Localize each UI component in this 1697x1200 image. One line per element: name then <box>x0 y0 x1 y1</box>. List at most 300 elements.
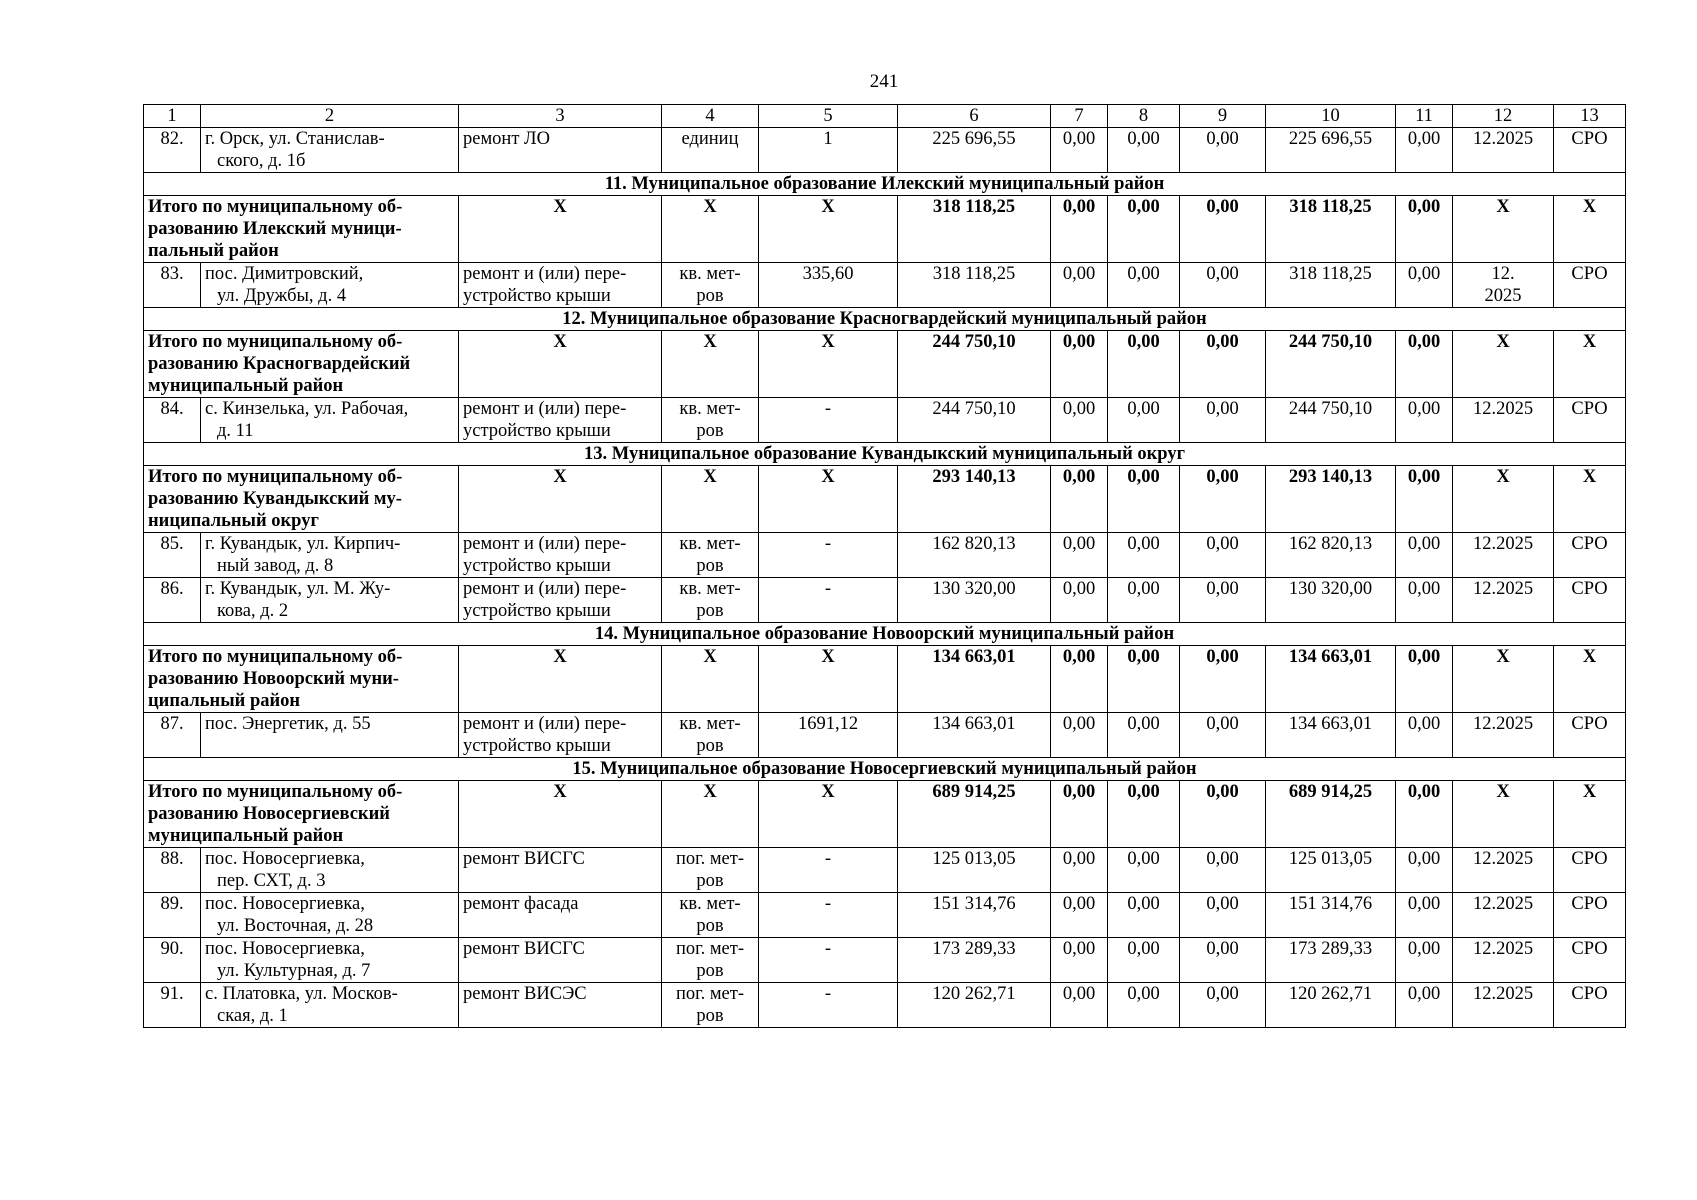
row-number: 85. <box>144 533 201 578</box>
deadline-cell <box>1453 848 1554 893</box>
quantity-cell: - <box>759 848 898 893</box>
unit-cell <box>662 848 759 893</box>
work-type-cell-line: ремонт ВИСГС <box>463 849 585 869</box>
work-type-cell <box>459 713 662 758</box>
fund-cell: 130 320,00 <box>1266 578 1396 623</box>
fund-cell: 0,00 <box>1051 713 1108 758</box>
fund-cell: 0,00 <box>1051 533 1108 578</box>
quantity-cell: Х <box>759 466 898 533</box>
subtotal-label <box>144 196 459 263</box>
address-cell <box>201 983 459 1028</box>
fund-cell: 0,00 <box>1180 578 1266 623</box>
unit-cell-line: ров <box>696 916 724 936</box>
fund-cell: 0,00 <box>1051 128 1108 173</box>
fund-cell: 0,00 <box>1396 398 1453 443</box>
fund-cell: 151 314,76 <box>1266 893 1396 938</box>
fund-cell: 0,00 <box>1108 893 1180 938</box>
fund-cell: 0,00 <box>1180 196 1266 263</box>
subtotal-label <box>144 466 459 533</box>
executor-cell: СРО <box>1554 263 1626 308</box>
deadline-cell-line: 12.2025 <box>1472 984 1534 1004</box>
fund-cell: 0,00 <box>1108 938 1180 983</box>
column-number: 11 <box>1396 105 1453 128</box>
table-row <box>144 983 1626 1028</box>
total-cost-cell: 689 914,25 <box>898 781 1051 848</box>
work-type-cell-line: устройство крыши <box>463 286 611 306</box>
deadline-cell-line: 12.2025 <box>1472 714 1534 734</box>
deadline-cell: Х <box>1453 781 1554 848</box>
subtotal-row <box>144 466 1626 533</box>
column-number: 8 <box>1108 105 1180 128</box>
fund-cell: 0,00 <box>1396 713 1453 758</box>
fund-cell: 689 914,25 <box>1266 781 1396 848</box>
address-cell-line: пос. Димитровский, <box>205 264 364 284</box>
deadline-cell <box>1453 398 1554 443</box>
row-number: 83. <box>144 263 201 308</box>
fund-cell: 0,00 <box>1180 398 1266 443</box>
executor-cell: СРО <box>1554 938 1626 983</box>
quantity-cell: Х <box>759 646 898 713</box>
table-row <box>144 263 1626 308</box>
unit-cell-line: кв. мет- <box>679 894 741 914</box>
work-type-cell-line: ремонт ВИСГС <box>463 939 585 959</box>
subtotal-row <box>144 646 1626 713</box>
address-cell-line: кова, д. 2 <box>217 601 289 621</box>
fund-cell: 0,00 <box>1108 848 1180 893</box>
quantity-cell: Х <box>759 781 898 848</box>
deadline-cell <box>1453 128 1554 173</box>
fund-cell: 0,00 <box>1396 983 1453 1028</box>
column-number: 6 <box>898 105 1051 128</box>
executor-cell: СРО <box>1554 848 1626 893</box>
fund-cell: 0,00 <box>1396 196 1453 263</box>
unit-cell-line: ров <box>696 736 724 756</box>
deadline-cell: Х <box>1453 196 1554 263</box>
fund-cell: 173 289,33 <box>1266 938 1396 983</box>
address-cell-line: с. Кинзелька, ул. Рабочая, <box>205 399 409 419</box>
address-cell <box>201 533 459 578</box>
fund-cell: 125 013,05 <box>1266 848 1396 893</box>
fund-cell: 244 750,10 <box>1266 398 1396 443</box>
fund-cell: 0,00 <box>1396 263 1453 308</box>
work-type-cell-line: устройство крыши <box>463 421 611 441</box>
work-type-cell <box>459 533 662 578</box>
deadline-cell <box>1453 578 1554 623</box>
work-type-cell-line: ремонт и (или) пере- <box>463 579 627 599</box>
address-cell <box>201 263 459 308</box>
executor-cell: Х <box>1554 331 1626 398</box>
row-number: 84. <box>144 398 201 443</box>
table-row <box>144 578 1626 623</box>
fund-cell: 0,00 <box>1180 128 1266 173</box>
unit-cell <box>662 578 759 623</box>
program-table <box>143 104 1626 1028</box>
executor-cell: СРО <box>1554 983 1626 1028</box>
fund-cell: 225 696,55 <box>1266 128 1396 173</box>
deadline-cell-line: 12.2025 <box>1472 129 1534 149</box>
work-type-cell <box>459 578 662 623</box>
table-row <box>144 533 1626 578</box>
fund-cell: 0,00 <box>1051 646 1108 713</box>
address-cell <box>201 848 459 893</box>
subtotal-label-line: Итого по муниципальному об- <box>148 467 403 487</box>
fund-cell: 134 663,01 <box>1266 646 1396 713</box>
address-cell-line: пос. Новосергиевка, <box>205 849 365 869</box>
quantity-cell: Х <box>759 331 898 398</box>
section-title: 13. Муниципальное образование Кувандыкский муниципальный округ <box>144 443 1626 466</box>
subtotal-label <box>144 646 459 713</box>
fund-cell: 0,00 <box>1051 331 1108 398</box>
quantity-cell: - <box>759 983 898 1028</box>
unit-cell: Х <box>662 781 759 848</box>
quantity-cell: - <box>759 533 898 578</box>
fund-cell: 0,00 <box>1051 893 1108 938</box>
column-number: 10 <box>1266 105 1396 128</box>
table-body <box>144 105 1626 1028</box>
unit-cell-line: ров <box>696 421 724 441</box>
fund-cell: 0,00 <box>1108 646 1180 713</box>
fund-cell: 0,00 <box>1051 263 1108 308</box>
unit-cell-line: кв. мет- <box>679 579 741 599</box>
deadline-cell-line: 12. <box>1491 264 1515 284</box>
fund-cell: 0,00 <box>1180 331 1266 398</box>
fund-cell: 0,00 <box>1108 578 1180 623</box>
fund-cell: 0,00 <box>1396 893 1453 938</box>
quantity-cell: - <box>759 578 898 623</box>
address-cell-line: г. Орск, ул. Станислав- <box>205 129 385 149</box>
address-cell <box>201 713 459 758</box>
section-header-row <box>144 623 1626 646</box>
work-type-cell-line: ремонт и (или) пере- <box>463 534 627 554</box>
work-type-cell <box>459 263 662 308</box>
work-type-cell-line: устройство крыши <box>463 601 611 621</box>
unit-cell-line: пог. мет- <box>675 939 745 959</box>
work-type-cell: Х <box>459 466 662 533</box>
address-cell-line: ул. Культурная, д. 7 <box>217 961 371 981</box>
fund-cell: 0,00 <box>1180 646 1266 713</box>
fund-cell: 0,00 <box>1051 398 1108 443</box>
work-type-cell <box>459 938 662 983</box>
unit-cell: Х <box>662 331 759 398</box>
address-cell-line: ская, д. 1 <box>217 1006 288 1026</box>
subtotal-label-line: Итого по муниципальному об- <box>148 647 403 667</box>
deadline-cell <box>1453 533 1554 578</box>
row-number: 82. <box>144 128 201 173</box>
column-number: 1 <box>144 105 201 128</box>
unit-cell: Х <box>662 196 759 263</box>
deadline-cell: Х <box>1453 466 1554 533</box>
total-cost-cell: 134 663,01 <box>898 713 1051 758</box>
fund-cell: 0,00 <box>1108 196 1180 263</box>
deadline-cell <box>1453 713 1554 758</box>
executor-cell: Х <box>1554 646 1626 713</box>
address-cell-line: пос. Новосергиевка, <box>205 939 365 959</box>
column-number: 7 <box>1051 105 1108 128</box>
address-cell <box>201 578 459 623</box>
unit-cell <box>662 398 759 443</box>
address-cell-line: ул. Дружбы, д. 4 <box>217 286 347 306</box>
subtotal-label-line: Итого по муниципальному об- <box>148 332 403 352</box>
executor-cell: СРО <box>1554 713 1626 758</box>
row-number: 91. <box>144 983 201 1028</box>
deadline-cell-line: 2025 <box>1484 286 1522 306</box>
subtotal-label-line: разованию Новоорский муни- <box>148 669 399 689</box>
work-type-cell-line: ремонт и (или) пере- <box>463 399 627 419</box>
unit-cell-line: ров <box>696 1006 724 1026</box>
work-type-cell: Х <box>459 646 662 713</box>
unit-cell-line: кв. мет- <box>679 714 741 734</box>
section-title: 11. Муниципальное образование Илекский муниципальный район <box>144 173 1626 196</box>
deadline-cell-line: 12.2025 <box>1472 939 1534 959</box>
column-number: 5 <box>759 105 898 128</box>
address-cell <box>201 398 459 443</box>
row-number: 87. <box>144 713 201 758</box>
executor-cell: СРО <box>1554 578 1626 623</box>
work-type-cell <box>459 128 662 173</box>
address-cell-line: г. Кувандык, ул. М. Жу- <box>205 579 391 599</box>
unit-cell <box>662 893 759 938</box>
unit-cell-line: пог. мет- <box>675 984 745 1004</box>
deadline-cell-line: 12.2025 <box>1472 894 1534 914</box>
section-header-row <box>144 173 1626 196</box>
subtotal-row <box>144 781 1626 848</box>
subtotal-label-line: муниципальный район <box>148 826 344 846</box>
work-type-cell: Х <box>459 331 662 398</box>
unit-cell <box>662 938 759 983</box>
unit-cell <box>662 533 759 578</box>
total-cost-cell: 244 750,10 <box>898 331 1051 398</box>
fund-cell: 0,00 <box>1051 781 1108 848</box>
deadline-cell-line: 12.2025 <box>1472 849 1534 869</box>
address-cell <box>201 128 459 173</box>
section-header-row <box>144 443 1626 466</box>
address-cell-line: пер. СХТ, д. 3 <box>217 871 326 891</box>
fund-cell: 0,00 <box>1108 128 1180 173</box>
unit-cell-line: ров <box>696 601 724 621</box>
address-cell-line: ского, д. 1б <box>217 151 306 171</box>
total-cost-cell: 244 750,10 <box>898 398 1051 443</box>
column-number: 4 <box>662 105 759 128</box>
subtotal-label-line: разованию Илекский муници- <box>148 219 402 239</box>
deadline-cell <box>1453 983 1554 1028</box>
total-cost-cell: 318 118,25 <box>898 196 1051 263</box>
work-type-cell <box>459 893 662 938</box>
section-title: 14. Муниципальное образование Новоорский муниципальный район <box>144 623 1626 646</box>
fund-cell: 0,00 <box>1051 938 1108 983</box>
fund-cell: 134 663,01 <box>1266 713 1396 758</box>
address-cell <box>201 938 459 983</box>
fund-cell: 0,00 <box>1396 466 1453 533</box>
work-type-cell-line: ремонт фасада <box>463 894 579 914</box>
fund-cell: 244 750,10 <box>1266 331 1396 398</box>
quantity-cell: 1 <box>759 128 898 173</box>
subtotal-label-line: разованию Кувандыкский му- <box>148 489 402 509</box>
subtotal-label-line: муниципальный район <box>148 376 344 396</box>
fund-cell: 0,00 <box>1108 398 1180 443</box>
address-cell-line: ул. Восточная, д. 28 <box>217 916 374 936</box>
deadline-cell <box>1453 938 1554 983</box>
fund-cell: 0,00 <box>1396 848 1453 893</box>
address-cell <box>201 893 459 938</box>
section-title: 12. Муниципальное образование Красногвардейский муниципальный район <box>144 308 1626 331</box>
work-type-cell <box>459 398 662 443</box>
fund-cell: 0,00 <box>1108 533 1180 578</box>
fund-cell: 0,00 <box>1396 533 1453 578</box>
fund-cell: 0,00 <box>1108 466 1180 533</box>
unit-cell-line: ров <box>696 556 724 576</box>
deadline-cell <box>1453 263 1554 308</box>
address-cell-line: г. Кувандык, ул. Кирпич- <box>205 534 401 554</box>
deadline-cell: Х <box>1453 331 1554 398</box>
fund-cell: 0,00 <box>1396 938 1453 983</box>
unit-cell <box>662 983 759 1028</box>
unit-cell-line: кв. мет- <box>679 534 741 554</box>
fund-cell: 0,00 <box>1108 713 1180 758</box>
table-row <box>144 128 1626 173</box>
fund-cell: 0,00 <box>1396 781 1453 848</box>
address-cell-line: пос. Новосергиевка, <box>205 894 365 914</box>
total-cost-cell: 173 289,33 <box>898 938 1051 983</box>
fund-cell: 0,00 <box>1108 331 1180 398</box>
fund-cell: 162 820,13 <box>1266 533 1396 578</box>
subtotal-label-line: Итого по муниципальному об- <box>148 197 403 217</box>
section-header-row <box>144 308 1626 331</box>
deadline-cell-line: 12.2025 <box>1472 399 1534 419</box>
subtotal-row <box>144 331 1626 398</box>
subtotal-label <box>144 781 459 848</box>
unit-cell-line: ров <box>696 871 724 891</box>
address-cell-line: пос. Энергетик, д. 55 <box>205 714 371 734</box>
fund-cell: 0,00 <box>1051 848 1108 893</box>
fund-cell: 0,00 <box>1051 466 1108 533</box>
unit-cell <box>662 128 759 173</box>
row-number: 88. <box>144 848 201 893</box>
unit-cell <box>662 263 759 308</box>
unit-cell-line: единиц <box>681 129 739 149</box>
fund-cell: 0,00 <box>1396 128 1453 173</box>
subtotal-row <box>144 196 1626 263</box>
total-cost-cell: 151 314,76 <box>898 893 1051 938</box>
unit-cell: Х <box>662 646 759 713</box>
work-type-cell-line: устройство крыши <box>463 736 611 756</box>
table-row <box>144 398 1626 443</box>
deadline-cell-line: 12.2025 <box>1472 579 1534 599</box>
deadline-cell-line: 12.2025 <box>1472 534 1534 554</box>
work-type-cell-line: ремонт ЛО <box>463 129 550 149</box>
fund-cell: 293 140,13 <box>1266 466 1396 533</box>
page-number: 241 <box>869 71 899 92</box>
subtotal-label-line: разованию Красногвардейский <box>148 354 411 374</box>
fund-cell: 0,00 <box>1180 848 1266 893</box>
fund-cell: 0,00 <box>1396 578 1453 623</box>
executor-cell: СРО <box>1554 893 1626 938</box>
total-cost-cell: 162 820,13 <box>898 533 1051 578</box>
fund-cell: 0,00 <box>1051 196 1108 263</box>
table-row <box>144 713 1626 758</box>
unit-cell <box>662 713 759 758</box>
fund-cell: 0,00 <box>1180 938 1266 983</box>
fund-cell: 0,00 <box>1180 713 1266 758</box>
unit-cell-line: ров <box>696 961 724 981</box>
fund-cell: 0,00 <box>1180 466 1266 533</box>
column-number: 12 <box>1453 105 1554 128</box>
work-type-cell-line: устройство крыши <box>463 556 611 576</box>
executor-cell: СРО <box>1554 533 1626 578</box>
executor-cell: СРО <box>1554 128 1626 173</box>
quantity-cell: Х <box>759 196 898 263</box>
table-row <box>144 938 1626 983</box>
work-type-cell-line: ремонт ВИСЭС <box>463 984 587 1004</box>
unit-cell-line: кв. мет- <box>679 399 741 419</box>
column-number-row <box>144 105 1626 128</box>
column-number: 9 <box>1180 105 1266 128</box>
quantity-cell: 335,60 <box>759 263 898 308</box>
table-row <box>144 893 1626 938</box>
subtotal-label-line: разованию Новосергиевский <box>148 804 390 824</box>
column-number: 2 <box>201 105 459 128</box>
work-type-cell-line: ремонт и (или) пере- <box>463 264 627 284</box>
subtotal-label-line: ниципальный округ <box>148 511 319 531</box>
deadline-cell <box>1453 893 1554 938</box>
total-cost-cell: 130 320,00 <box>898 578 1051 623</box>
quantity-cell: - <box>759 398 898 443</box>
fund-cell: 0,00 <box>1108 983 1180 1028</box>
quantity-cell: - <box>759 893 898 938</box>
column-number: 3 <box>459 105 662 128</box>
work-type-cell: Х <box>459 196 662 263</box>
fund-cell: 318 118,25 <box>1266 263 1396 308</box>
fund-cell: 0,00 <box>1051 983 1108 1028</box>
quantity-cell: 1691,12 <box>759 713 898 758</box>
fund-cell: 0,00 <box>1051 578 1108 623</box>
section-header-row <box>144 758 1626 781</box>
fund-cell: 0,00 <box>1180 781 1266 848</box>
fund-cell: 0,00 <box>1108 263 1180 308</box>
unit-cell-line: ров <box>696 286 724 306</box>
total-cost-cell: 120 262,71 <box>898 983 1051 1028</box>
quantity-cell: - <box>759 938 898 983</box>
work-type-cell <box>459 983 662 1028</box>
total-cost-cell: 293 140,13 <box>898 466 1051 533</box>
fund-cell: 0,00 <box>1180 533 1266 578</box>
work-type-cell-line: ремонт и (или) пере- <box>463 714 627 734</box>
unit-cell: Х <box>662 466 759 533</box>
address-cell-line: с. Платовка, ул. Москов- <box>205 984 398 1004</box>
executor-cell: Х <box>1554 196 1626 263</box>
work-type-cell: Х <box>459 781 662 848</box>
executor-cell: Х <box>1554 781 1626 848</box>
subtotal-label-line: ципальный район <box>148 691 301 711</box>
column-number: 13 <box>1554 105 1626 128</box>
fund-cell: 318 118,25 <box>1266 196 1396 263</box>
subtotal-label <box>144 331 459 398</box>
address-cell-line: д. 11 <box>217 421 254 441</box>
row-number: 90. <box>144 938 201 983</box>
unit-cell-line: пог. мет- <box>675 849 745 869</box>
table-row <box>144 848 1626 893</box>
row-number: 86. <box>144 578 201 623</box>
fund-cell: 120 262,71 <box>1266 983 1396 1028</box>
fund-cell: 0,00 <box>1180 983 1266 1028</box>
total-cost-cell: 125 013,05 <box>898 848 1051 893</box>
total-cost-cell: 318 118,25 <box>898 263 1051 308</box>
fund-cell: 0,00 <box>1396 646 1453 713</box>
fund-cell: 0,00 <box>1108 781 1180 848</box>
row-number: 89. <box>144 893 201 938</box>
total-cost-cell: 134 663,01 <box>898 646 1051 713</box>
deadline-cell: Х <box>1453 646 1554 713</box>
fund-cell: 0,00 <box>1180 893 1266 938</box>
